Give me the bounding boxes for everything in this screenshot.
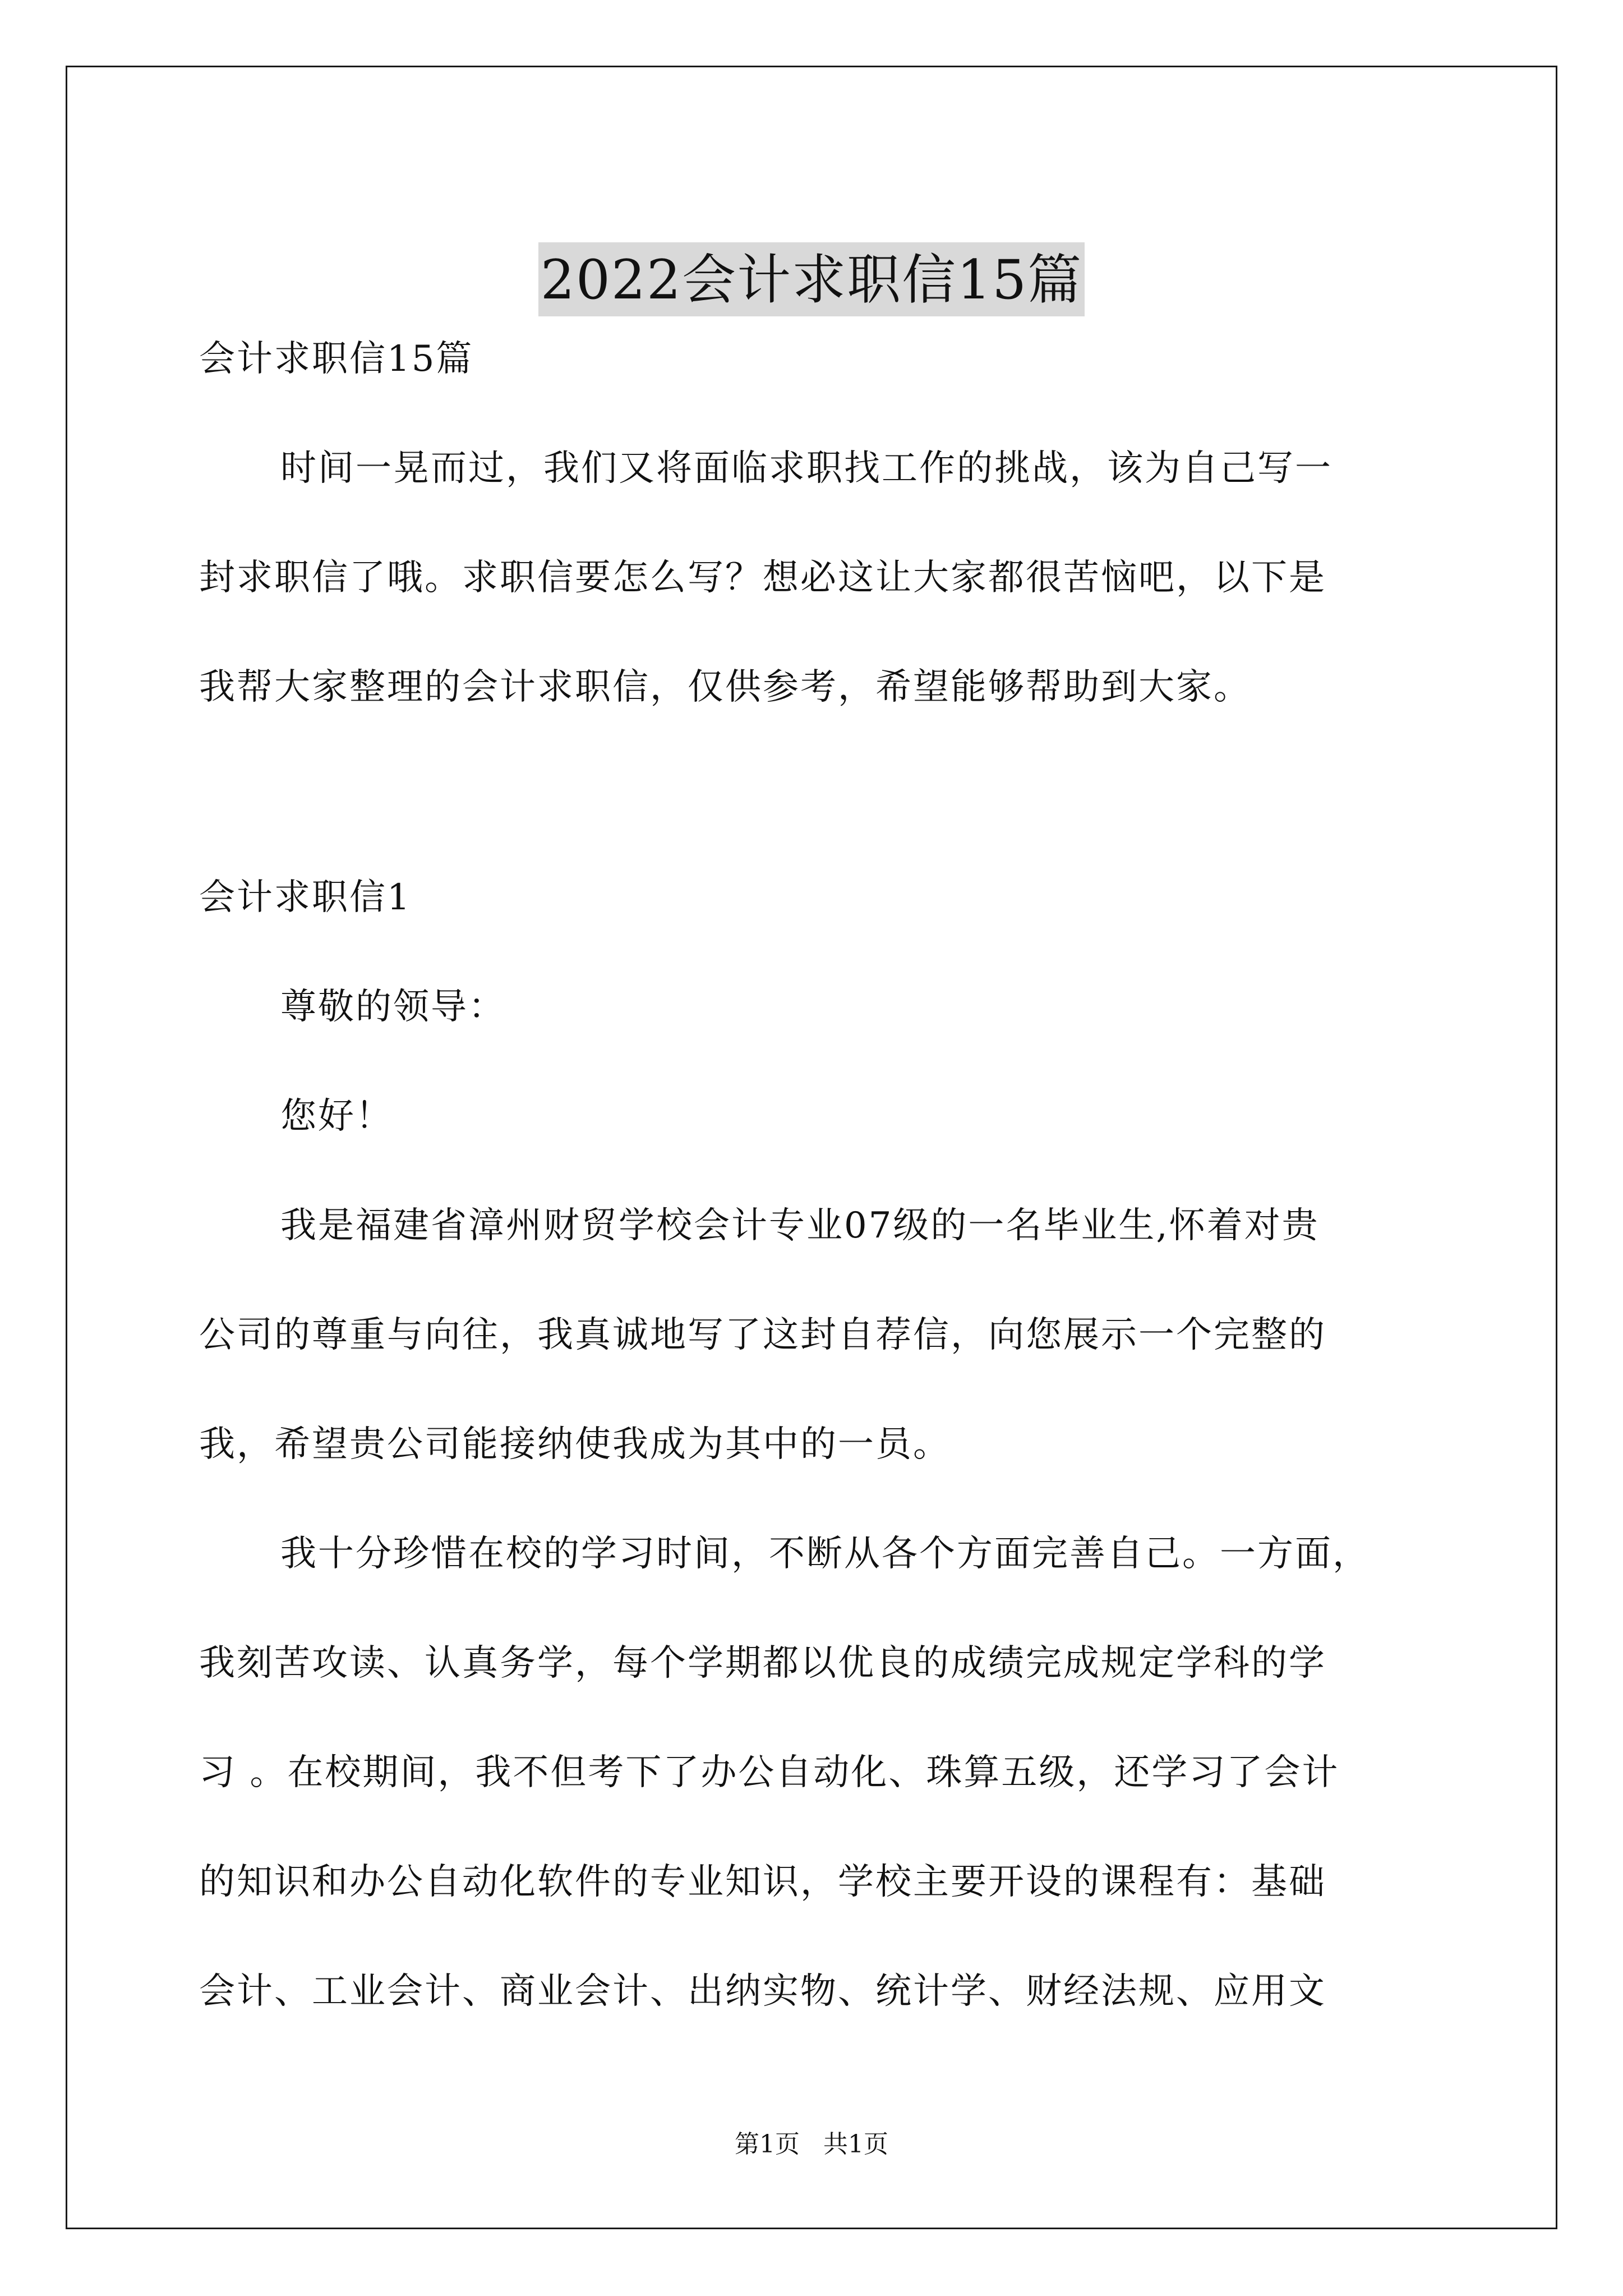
paragraph-line: 我是福建省漳州财贸学校会计专业07级的一名毕业生,怀着对贵	[280, 1205, 1320, 1246]
paragraph-line: 时间一晃而过，我们又将面临求职找工作的挑战，该为自己写一	[280, 448, 1332, 489]
paragraph-line: 封求职信了哦。求职信要怎么写？想必这让大家都很苦恼吧，以下是	[199, 557, 1326, 599]
subtitle-line: 会计求职信15篇	[199, 338, 474, 380]
paragraph-line: 我帮大家整理的会计求职信，仅供参考，希望能够帮助到大家。	[199, 666, 1251, 708]
paragraph-line: 我刻苦攻读、认真务学，每个学期都以优良的成绩完成规定学科的学	[199, 1642, 1326, 1684]
title-container	[0, 206, 1623, 353]
paragraph-line: 我十分珍惜在校的学习时间，不断从各个方面完善自己。一方面，	[280, 1533, 1370, 1575]
page-footer: 第1页 共1页	[735, 2130, 888, 2159]
paragraph-line: 的知识和办公自动化软件的专业知识，学校主要开设的课程有：基础	[199, 1861, 1326, 1903]
salutation: 尊敬的领导：	[280, 986, 506, 1028]
section-heading: 会计求职信1	[199, 877, 412, 918]
paragraph-line: 习 。在校期间，我不但考下了办公自动化、珠算五级，还学习了会计	[199, 1752, 1340, 1793]
paragraph-line: 会计、工业会计、商业会计、出纳实物、统计学、财经法规、应用文	[199, 1971, 1326, 2012]
greeting: 您好！	[280, 1096, 393, 1137]
document-title: 2022会计求职信15篇	[538, 242, 1085, 316]
document-body	[199, 337, 1433, 2014]
paragraph-line: 公司的尊重与向往，我真诚地写了这封自荐信，向您展示一个完整的	[199, 1314, 1326, 1356]
paragraph-line: 我，希望贵公司能接纳使我成为其中的一员。	[199, 1424, 951, 1465]
